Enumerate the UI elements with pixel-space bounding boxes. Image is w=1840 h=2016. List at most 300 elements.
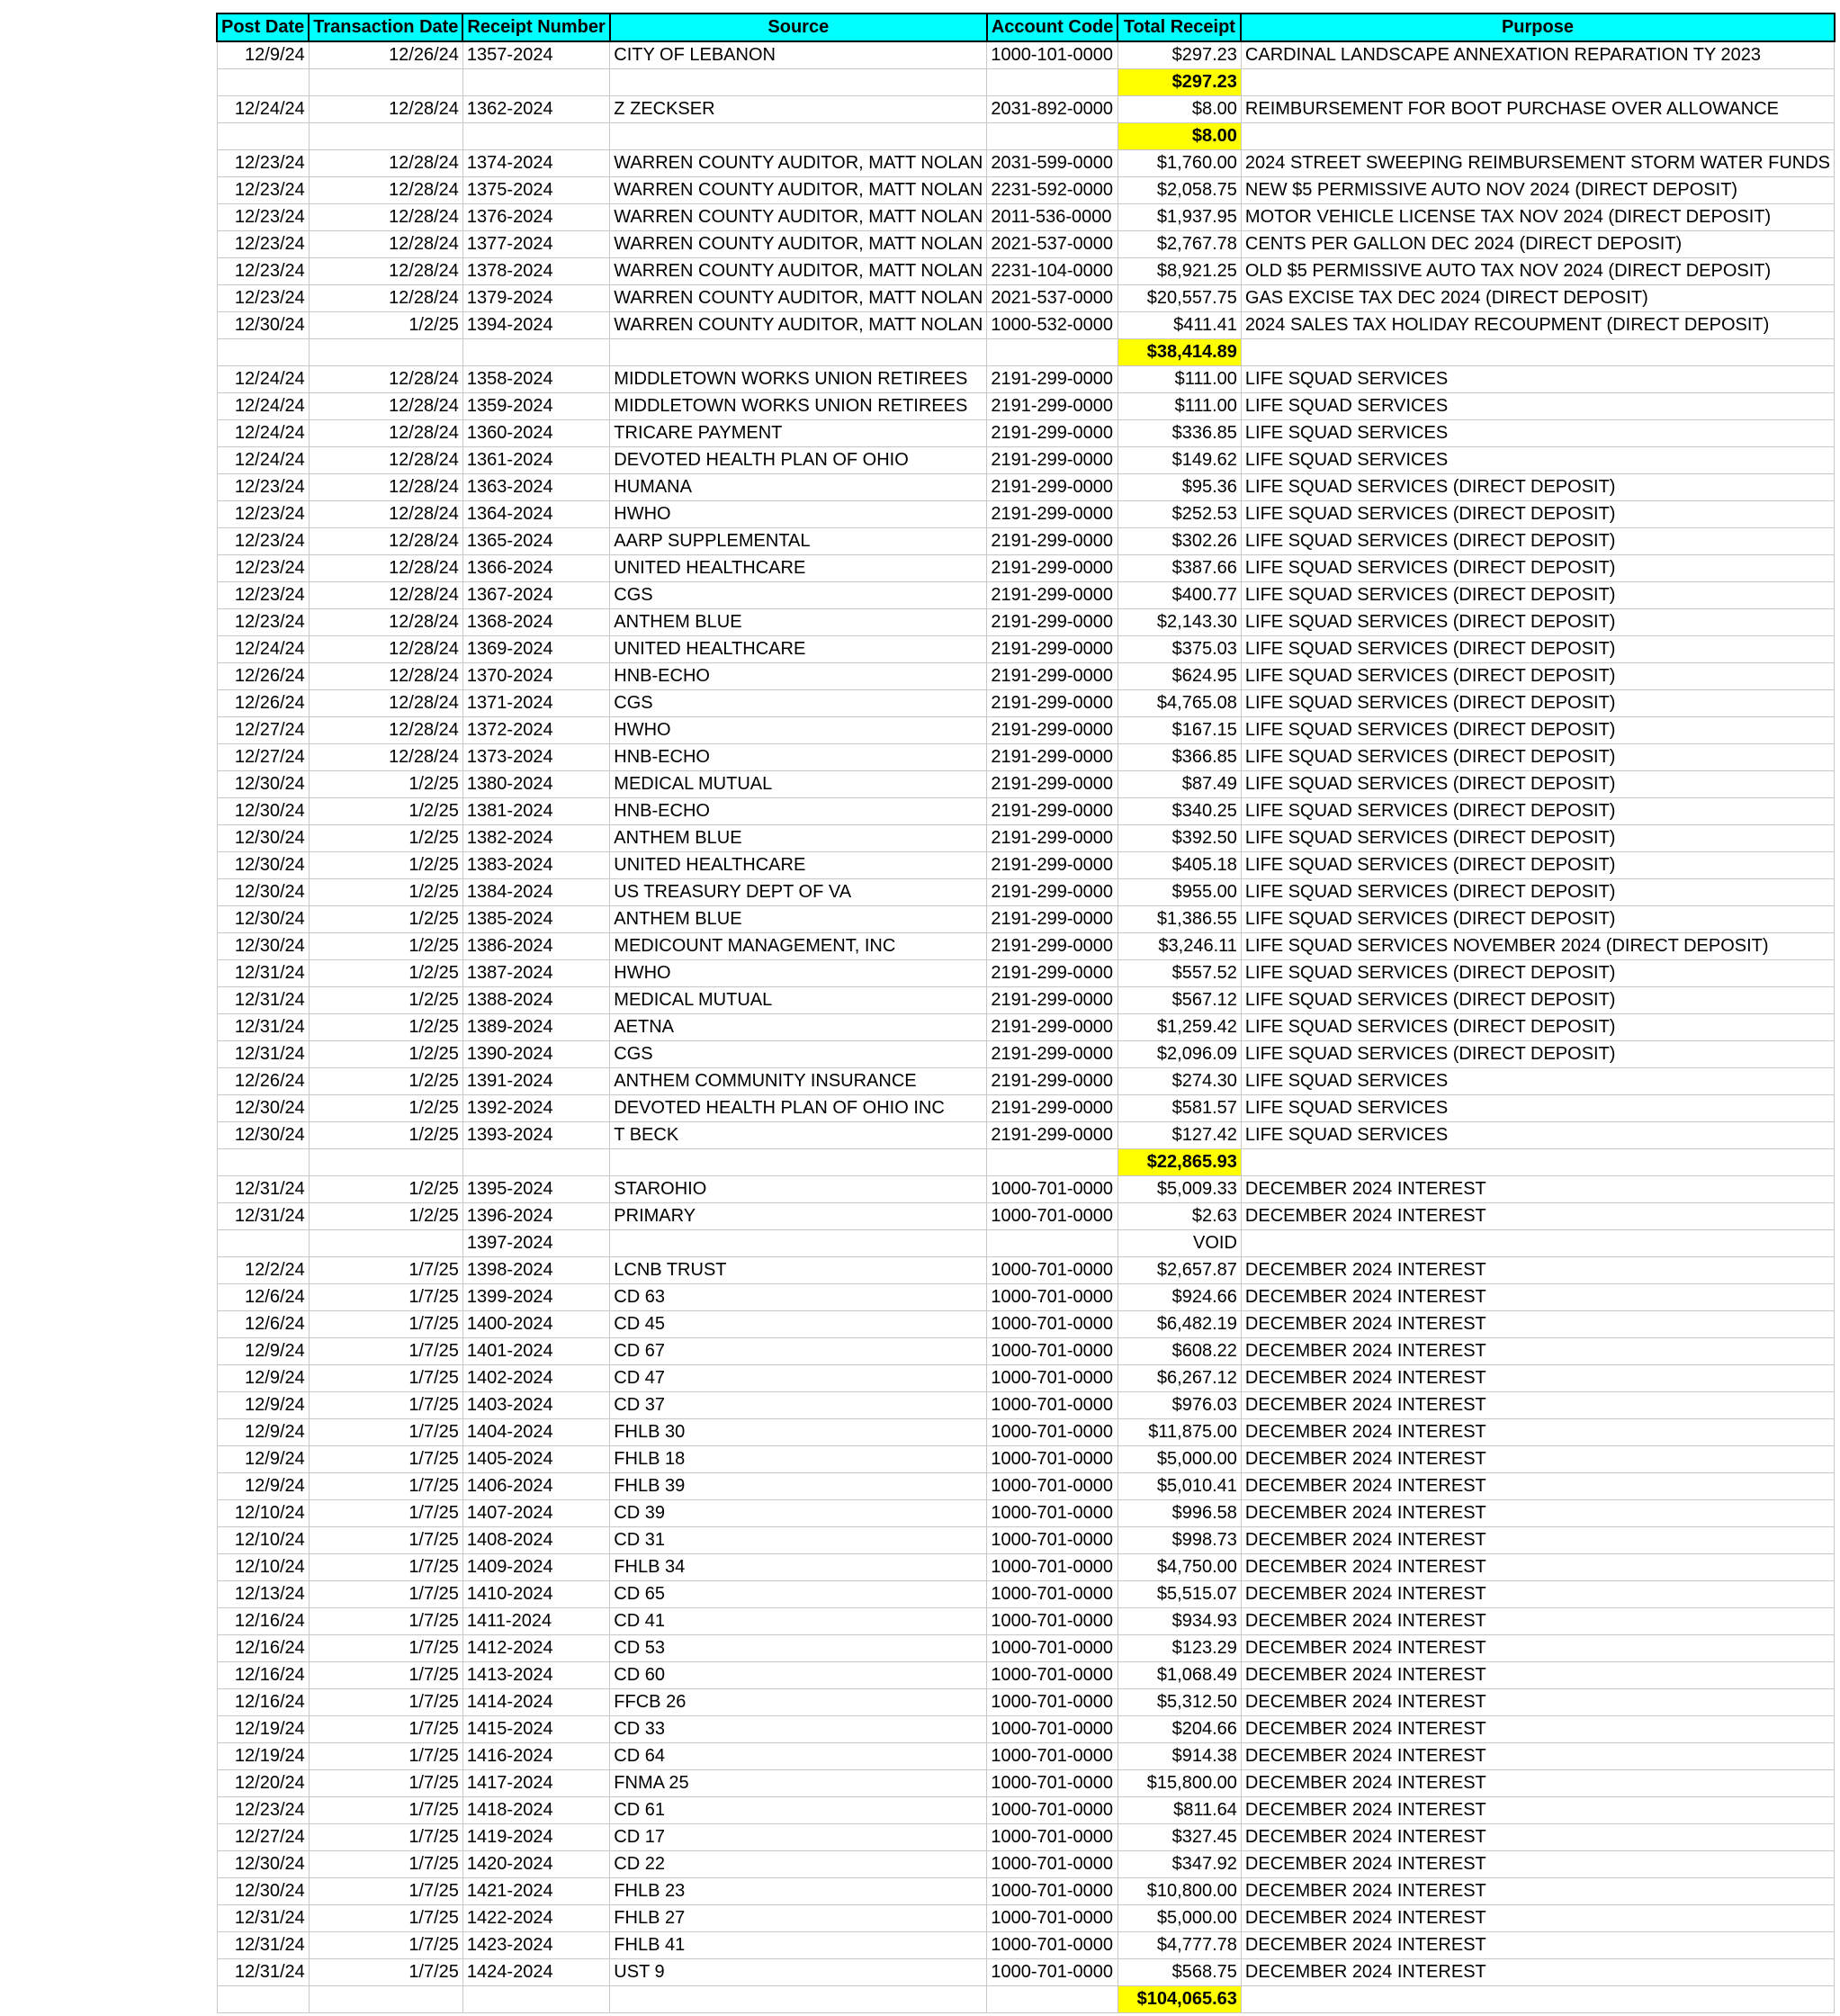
table-row [217,798,1835,825]
account-code-cell: 2191-299-0000 [987,555,1118,582]
total-receipt-cell: $924.66 [1117,1284,1241,1311]
transaction-date-cell: 1/7/25 [309,1662,462,1689]
receipt-number-cell: 1363-2024 [462,474,609,501]
post-date-cell: 12/27/24 [217,744,309,771]
purpose-cell: DECEMBER 2024 INTEREST [1241,1338,1834,1365]
empty-cell [217,123,309,150]
table-row [217,1770,1835,1797]
account-code-cell: 1000-701-0000 [987,1662,1118,1689]
source-cell: CGS [610,690,987,717]
account-code-cell: 1000-701-0000 [987,1716,1118,1743]
source-cell: CD 22 [610,1851,987,1878]
total-receipt-cell: $608.22 [1117,1338,1241,1365]
total-receipt-cell: $567.12 [1117,987,1241,1014]
receipt-number-cell: 1390-2024 [462,1041,609,1068]
post-date-cell: 12/9/24 [217,1338,309,1365]
account-code-cell: 2231-592-0000 [987,177,1118,204]
total-receipt-cell: $297.23 [1117,41,1241,69]
source-cell: PRIMARY [610,1203,987,1230]
post-date-cell: 12/30/24 [217,906,309,933]
purpose-cell: LIFE SQUAD SERVICES NOVEMBER 2024 (DIRECT DEPOSIT) [1241,933,1834,960]
receipt-number-cell: 1393-2024 [462,1122,609,1149]
total-receipt-cell: $149.62 [1117,447,1241,474]
header-total-receipt: Total Receipt [1117,14,1241,41]
account-code-cell: 2031-599-0000 [987,150,1118,177]
header-source: Source [610,14,987,41]
account-code-cell: 1000-701-0000 [987,1257,1118,1284]
transaction-date-cell: 1/2/25 [309,825,462,852]
receipt-number-cell: 1396-2024 [462,1203,609,1230]
post-date-cell: 12/13/24 [217,1581,309,1608]
purpose-cell: DECEMBER 2024 INTEREST [1241,1392,1834,1419]
total-receipt-cell: $5,010.41 [1117,1473,1241,1500]
total-receipt-cell: $1,068.49 [1117,1662,1241,1689]
transaction-date-cell: 1/7/25 [309,1905,462,1932]
post-date-cell: 12/23/24 [217,231,309,258]
transaction-date-cell: 1/7/25 [309,1446,462,1473]
subtotal-cell: $8.00 [1117,123,1241,150]
transaction-date-cell: 1/7/25 [309,1257,462,1284]
table-row [217,1554,1835,1581]
post-date-cell: 12/9/24 [217,41,309,69]
purpose-cell: NEW $5 PERMISSIVE AUTO NOV 2024 (DIRECT DEPOSIT) [1241,177,1834,204]
account-code-cell: 1000-701-0000 [987,1392,1118,1419]
table-row [217,1581,1835,1608]
post-date-cell: 12/30/24 [217,1122,309,1149]
account-code-cell: 1000-701-0000 [987,1176,1118,1203]
receipt-number-cell: 1424-2024 [462,1959,609,1986]
purpose-cell: CENTS PER GALLON DEC 2024 (DIRECT DEPOSIT) [1241,231,1834,258]
table-row [217,1284,1835,1311]
header-transaction-date: Transaction Date [309,14,462,41]
transaction-date-cell: 1/7/25 [309,1527,462,1554]
post-date-cell: 12/6/24 [217,1284,309,1311]
purpose-cell: LIFE SQUAD SERVICES [1241,366,1834,393]
account-code-cell: 1000-701-0000 [987,1446,1118,1473]
table-row [217,1878,1835,1905]
source-cell: T BECK [610,1122,987,1149]
source-cell: CD 41 [610,1608,987,1635]
receipt-number-cell: 1364-2024 [462,501,609,528]
purpose-cell [1241,1230,1834,1257]
table-row [217,933,1835,960]
post-date-cell: 12/23/24 [217,555,309,582]
source-cell: WARREN COUNTY AUDITOR, MATT NOLAN [610,150,987,177]
total-receipt-cell: $327.45 [1117,1824,1241,1851]
transaction-date-cell: 1/7/25 [309,1365,462,1392]
source-cell: CD 64 [610,1743,987,1770]
receipt-number-cell: 1422-2024 [462,1905,609,1932]
transaction-date-cell: 1/2/25 [309,771,462,798]
total-receipt-cell: $336.85 [1117,420,1241,447]
post-date-cell: 12/23/24 [217,609,309,636]
post-date-cell: 12/9/24 [217,1446,309,1473]
receipt-number-cell: 1368-2024 [462,609,609,636]
account-code-cell: 1000-701-0000 [987,1932,1118,1959]
receipt-number-cell: 1369-2024 [462,636,609,663]
transaction-date-cell: 12/28/24 [309,285,462,312]
receipt-number-cell: 1375-2024 [462,177,609,204]
account-code-cell: 2191-299-0000 [987,1014,1118,1041]
purpose-cell: LIFE SQUAD SERVICES (DIRECT DEPOSIT) [1241,609,1834,636]
purpose-cell: MOTOR VEHICLE LICENSE TAX NOV 2024 (DIRECT DEPOSIT) [1241,204,1834,231]
source-cell: FFCB 26 [610,1689,987,1716]
receipt-number-cell: 1408-2024 [462,1527,609,1554]
receipt-number-cell: 1370-2024 [462,663,609,690]
total-receipt-cell: $10,800.00 [1117,1878,1241,1905]
post-date-cell: 12/23/24 [217,474,309,501]
empty-cell [309,339,462,366]
post-date-cell: 12/31/24 [217,1932,309,1959]
source-cell: WARREN COUNTY AUDITOR, MATT NOLAN [610,204,987,231]
total-receipt-cell: $15,800.00 [1117,1770,1241,1797]
source-cell: AARP SUPPLEMENTAL [610,528,987,555]
transaction-date-cell: 12/28/24 [309,636,462,663]
source-cell: CD 65 [610,1581,987,1608]
total-receipt-cell: $95.36 [1117,474,1241,501]
purpose-cell: LIFE SQUAD SERVICES (DIRECT DEPOSIT) [1241,1041,1834,1068]
receipt-number-cell: 1388-2024 [462,987,609,1014]
total-receipt-cell: $111.00 [1117,393,1241,420]
post-date-cell: 12/10/24 [217,1554,309,1581]
total-receipt-cell: $204.66 [1117,1716,1241,1743]
total-receipt-cell: $252.53 [1117,501,1241,528]
total-receipt-cell: $557.52 [1117,960,1241,987]
receipt-number-cell: 1418-2024 [462,1797,609,1824]
transaction-date-cell: 1/2/25 [309,879,462,906]
purpose-cell: LIFE SQUAD SERVICES (DIRECT DEPOSIT) [1241,528,1834,555]
empty-cell [309,69,462,96]
table-row [217,1338,1835,1365]
source-cell: CD 60 [610,1662,987,1689]
purpose-cell: LIFE SQUAD SERVICES (DIRECT DEPOSIT) [1241,798,1834,825]
transaction-date-cell: 1/2/25 [309,933,462,960]
receipt-number-cell: 1360-2024 [462,420,609,447]
total-receipt-cell: $2,096.09 [1117,1041,1241,1068]
receipt-number-cell: 1359-2024 [462,393,609,420]
source-cell: WARREN COUNTY AUDITOR, MATT NOLAN [610,258,987,285]
total-receipt-cell: $302.26 [1117,528,1241,555]
account-code-cell: 2191-299-0000 [987,852,1118,879]
purpose-cell: LIFE SQUAD SERVICES (DIRECT DEPOSIT) [1241,771,1834,798]
table-row [217,1068,1835,1095]
source-cell: ANTHEM BLUE [610,906,987,933]
total-receipt-cell: $6,267.12 [1117,1365,1241,1392]
post-date-cell: 12/30/24 [217,933,309,960]
purpose-cell: DECEMBER 2024 INTEREST [1241,1635,1834,1662]
transaction-date-cell: 1/2/25 [309,1095,462,1122]
receipt-number-cell: 1413-2024 [462,1662,609,1689]
transaction-date-cell: 12/28/24 [309,177,462,204]
purpose-cell: DECEMBER 2024 INTEREST [1241,1500,1834,1527]
transaction-date-cell: 12/28/24 [309,96,462,123]
purpose-cell: LIFE SQUAD SERVICES (DIRECT DEPOSIT) [1241,744,1834,771]
total-receipt-cell: $934.93 [1117,1608,1241,1635]
transaction-date-cell: 12/28/24 [309,204,462,231]
transaction-date-cell: 12/28/24 [309,744,462,771]
post-date-cell: 12/26/24 [217,690,309,717]
account-code-cell: 1000-701-0000 [987,1770,1118,1797]
source-cell: CD 67 [610,1338,987,1365]
header-row [217,14,1835,41]
total-receipt-cell: $375.03 [1117,636,1241,663]
account-code-cell: 2231-104-0000 [987,258,1118,285]
source-cell: HWHO [610,501,987,528]
table-row [217,1230,1835,1257]
table-row [217,366,1835,393]
total-receipt-cell: $4,777.78 [1117,1932,1241,1959]
receipt-number-cell: 1409-2024 [462,1554,609,1581]
total-receipt-cell: $8,921.25 [1117,258,1241,285]
table-row [217,906,1835,933]
source-cell: MEDICAL MUTUAL [610,987,987,1014]
subtotal-row [217,123,1835,150]
transaction-date-cell: 12/28/24 [309,447,462,474]
transaction-date-cell: 1/7/25 [309,1338,462,1365]
post-date-cell: 12/31/24 [217,1959,309,1986]
total-receipt-cell: VOID [1117,1230,1241,1257]
empty-cell [309,1986,462,2013]
table-row [217,285,1835,312]
account-code-cell: 2191-299-0000 [987,825,1118,852]
transaction-date-cell: 1/7/25 [309,1797,462,1824]
empty-cell [610,1986,987,2013]
post-date-cell: 12/23/24 [217,528,309,555]
purpose-cell: DECEMBER 2024 INTEREST [1241,1797,1834,1824]
transaction-date-cell: 1/7/25 [309,1851,462,1878]
transaction-date-cell: 1/2/25 [309,960,462,987]
subtotal-cell: $38,414.89 [1117,339,1241,366]
source-cell: WARREN COUNTY AUDITOR, MATT NOLAN [610,231,987,258]
table-row [217,1257,1835,1284]
source-cell: AETNA [610,1014,987,1041]
table-row [217,1689,1835,1716]
table-row [217,1014,1835,1041]
account-code-cell: 2031-892-0000 [987,96,1118,123]
total-receipt-cell: $127.42 [1117,1122,1241,1149]
total-receipt-cell: $20,557.75 [1117,285,1241,312]
transaction-date-cell: 1/2/25 [309,1122,462,1149]
transaction-date-cell: 1/7/25 [309,1635,462,1662]
table-row [217,582,1835,609]
post-date-cell: 12/31/24 [217,1905,309,1932]
account-code-cell: 2021-537-0000 [987,285,1118,312]
purpose-cell: LIFE SQUAD SERVICES (DIRECT DEPOSIT) [1241,636,1834,663]
total-receipt-cell: $4,750.00 [1117,1554,1241,1581]
total-receipt-cell: $11,875.00 [1117,1419,1241,1446]
purpose-cell: DECEMBER 2024 INTEREST [1241,1473,1834,1500]
table-row [217,744,1835,771]
purpose-cell: LIFE SQUAD SERVICES (DIRECT DEPOSIT) [1241,582,1834,609]
receipt-number-cell: 1416-2024 [462,1743,609,1770]
post-date-cell: 12/20/24 [217,1770,309,1797]
purpose-cell: LIFE SQUAD SERVICES (DIRECT DEPOSIT) [1241,717,1834,744]
account-code-cell: 1000-701-0000 [987,1635,1118,1662]
post-date-cell: 12/16/24 [217,1662,309,1689]
receipt-number-cell: 1406-2024 [462,1473,609,1500]
purpose-cell: LIFE SQUAD SERVICES (DIRECT DEPOSIT) [1241,690,1834,717]
source-cell: FHLB 39 [610,1473,987,1500]
transaction-date-cell: 12/28/24 [309,420,462,447]
total-receipt-cell: $347.92 [1117,1851,1241,1878]
transaction-date-cell: 12/28/24 [309,258,462,285]
receipt-number-cell: 1392-2024 [462,1095,609,1122]
source-cell: WARREN COUNTY AUDITOR, MATT NOLAN [610,285,987,312]
empty-cell [309,123,462,150]
transaction-date-cell: 1/2/25 [309,1041,462,1068]
purpose-cell: DECEMBER 2024 INTEREST [1241,1905,1834,1932]
post-date-cell: 12/30/24 [217,852,309,879]
source-cell: TRICARE PAYMENT [610,420,987,447]
total-receipt-cell: $1,259.42 [1117,1014,1241,1041]
purpose-cell: LIFE SQUAD SERVICES (DIRECT DEPOSIT) [1241,852,1834,879]
purpose-cell: DECEMBER 2024 INTEREST [1241,1581,1834,1608]
post-date-cell: 12/30/24 [217,312,309,339]
table-row [217,1446,1835,1473]
total-receipt-cell: $387.66 [1117,555,1241,582]
source-cell: FHLB 41 [610,1932,987,1959]
total-receipt-cell: $405.18 [1117,852,1241,879]
transaction-date-cell: 1/7/25 [309,1284,462,1311]
source-cell: HWHO [610,717,987,744]
total-receipt-cell: $5,009.33 [1117,1176,1241,1203]
purpose-cell: DECEMBER 2024 INTEREST [1241,1608,1834,1635]
transaction-date-cell: 12/28/24 [309,393,462,420]
source-cell: CD 17 [610,1824,987,1851]
table-row [217,1797,1835,1824]
table-row [217,1851,1835,1878]
table-row [217,609,1835,636]
transaction-date-cell: 1/7/25 [309,1554,462,1581]
table-row [217,987,1835,1014]
transaction-date-cell: 12/26/24 [309,41,462,69]
source-cell: MEDICAL MUTUAL [610,771,987,798]
post-date-cell: 12/16/24 [217,1635,309,1662]
account-code-cell: 1000-701-0000 [987,1203,1118,1230]
post-date-cell: 12/31/24 [217,987,309,1014]
empty-cell [462,1149,609,1176]
table-row [217,1500,1835,1527]
receipt-number-cell: 1384-2024 [462,879,609,906]
table-row [217,879,1835,906]
receipt-number-cell: 1401-2024 [462,1338,609,1365]
header-receipt-number: Receipt Number [462,14,609,41]
transaction-date-cell: 12/28/24 [309,528,462,555]
purpose-cell: LIFE SQUAD SERVICES [1241,393,1834,420]
empty-cell [610,1149,987,1176]
total-receipt-cell: $2,657.87 [1117,1257,1241,1284]
post-date-cell: 12/30/24 [217,798,309,825]
post-date-cell: 12/30/24 [217,1878,309,1905]
post-date-cell [217,1230,309,1257]
receipt-number-cell: 1376-2024 [462,204,609,231]
post-date-cell: 12/9/24 [217,1392,309,1419]
total-receipt-cell: $2,143.30 [1117,609,1241,636]
transaction-date-cell: 12/28/24 [309,690,462,717]
post-date-cell: 12/24/24 [217,636,309,663]
source-cell: FHLB 23 [610,1878,987,1905]
post-date-cell: 12/6/24 [217,1311,309,1338]
account-code-cell: 2191-299-0000 [987,717,1118,744]
purpose-cell: LIFE SQUAD SERVICES (DIRECT DEPOSIT) [1241,906,1834,933]
source-cell: HNB-ECHO [610,798,987,825]
receipt-number-cell: 1412-2024 [462,1635,609,1662]
receipt-number-cell: 1405-2024 [462,1446,609,1473]
account-code-cell: 1000-701-0000 [987,1338,1118,1365]
receipt-number-cell: 1378-2024 [462,258,609,285]
receipt-number-cell: 1398-2024 [462,1257,609,1284]
receipt-number-cell: 1400-2024 [462,1311,609,1338]
account-code-cell: 2191-299-0000 [987,528,1118,555]
transaction-date-cell: 1/7/25 [309,1689,462,1716]
transaction-date-cell: 1/7/25 [309,1581,462,1608]
purpose-cell: LIFE SQUAD SERVICES [1241,420,1834,447]
table-row [217,1392,1835,1419]
post-date-cell: 12/30/24 [217,1095,309,1122]
source-cell: WARREN COUNTY AUDITOR, MATT NOLAN [610,177,987,204]
receipts-table [216,13,1836,2013]
table-row [217,1959,1835,1986]
transaction-date-cell: 1/7/25 [309,1878,462,1905]
total-receipt-cell: $2,058.75 [1117,177,1241,204]
purpose-cell: DECEMBER 2024 INTEREST [1241,1716,1834,1743]
transaction-date-cell: 12/28/24 [309,555,462,582]
account-code-cell: 2191-299-0000 [987,609,1118,636]
purpose-cell: LIFE SQUAD SERVICES [1241,1095,1834,1122]
post-date-cell: 12/31/24 [217,1041,309,1068]
receipt-number-cell: 1399-2024 [462,1284,609,1311]
purpose-cell: LIFE SQUAD SERVICES (DIRECT DEPOSIT) [1241,501,1834,528]
receipt-number-cell: 1373-2024 [462,744,609,771]
purpose-cell: DECEMBER 2024 INTEREST [1241,1662,1834,1689]
account-code-cell: 1000-701-0000 [987,1311,1118,1338]
source-cell: CD 31 [610,1527,987,1554]
account-code-cell: 1000-701-0000 [987,1419,1118,1446]
table-row [217,1527,1835,1554]
empty-cell [987,1149,1118,1176]
purpose-cell: DECEMBER 2024 INTEREST [1241,1257,1834,1284]
account-code-cell: 1000-701-0000 [987,1743,1118,1770]
transaction-date-cell: 1/2/25 [309,798,462,825]
purpose-cell: CARDINAL LANDSCAPE ANNEXATION REPARATION TY 2023 [1241,41,1834,69]
purpose-cell: DECEMBER 2024 INTEREST [1241,1419,1834,1446]
post-date-cell: 12/26/24 [217,663,309,690]
receipt-number-cell: 1383-2024 [462,852,609,879]
account-code-cell: 1000-701-0000 [987,1689,1118,1716]
purpose-cell: LIFE SQUAD SERVICES (DIRECT DEPOSIT) [1241,663,1834,690]
source-cell: MIDDLETOWN WORKS UNION RETIREES [610,393,987,420]
table-row [217,447,1835,474]
table-row [217,636,1835,663]
source-cell: CD 45 [610,1311,987,1338]
source-cell: CD 33 [610,1716,987,1743]
table-row [217,1122,1835,1149]
source-cell: UST 9 [610,1959,987,1986]
purpose-cell: DECEMBER 2024 INTEREST [1241,1554,1834,1581]
transaction-date-cell: 1/2/25 [309,1068,462,1095]
transaction-date-cell: 1/7/25 [309,1392,462,1419]
account-code-cell: 1000-701-0000 [987,1284,1118,1311]
receipt-number-cell: 1371-2024 [462,690,609,717]
total-receipt-cell: $8.00 [1117,96,1241,123]
total-receipt-cell: $6,482.19 [1117,1311,1241,1338]
purpose-cell: DECEMBER 2024 INTEREST [1241,1932,1834,1959]
source-cell [610,1230,987,1257]
total-receipt-cell: $5,312.50 [1117,1689,1241,1716]
post-date-cell: 12/30/24 [217,879,309,906]
table-row [217,501,1835,528]
table-row [217,852,1835,879]
